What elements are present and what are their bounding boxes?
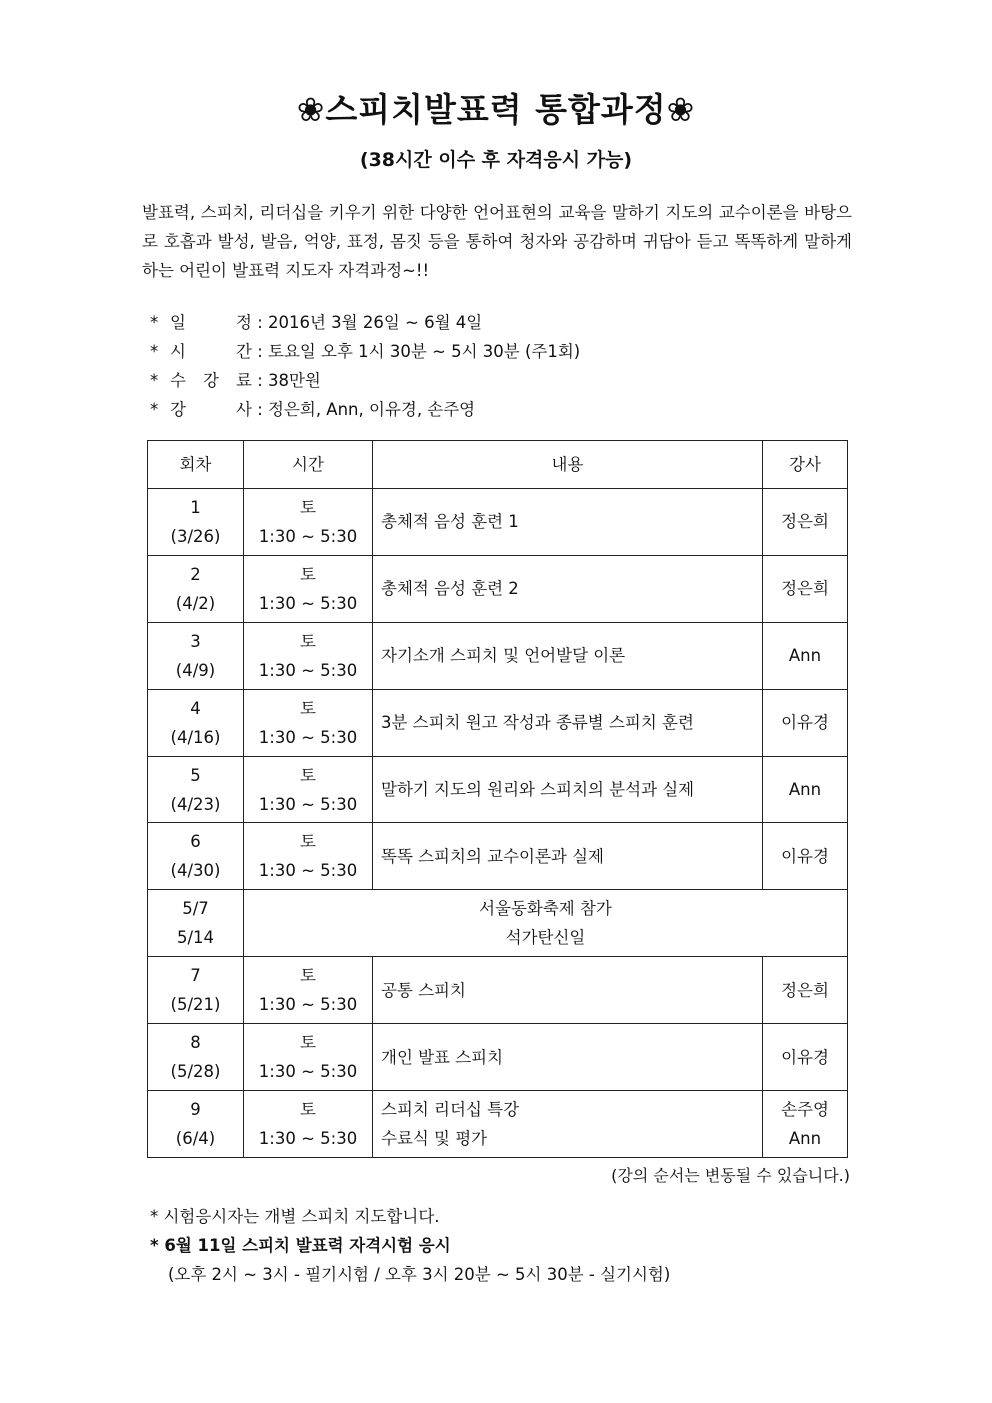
time-cell	[244, 555, 373, 622]
session-content: 스피치 리더십 특강	[381, 1100, 520, 1119]
session-day: 토	[300, 631, 316, 651]
info-label	[170, 337, 252, 366]
session-content: 똑똑 스피치의 교수이론과 실제	[381, 846, 604, 866]
session-cell	[148, 957, 244, 1024]
bullet-star: *	[150, 313, 159, 332]
session-cell	[148, 756, 244, 823]
table-row	[148, 689, 848, 756]
teacher-cell	[763, 1024, 848, 1091]
info-label	[170, 366, 252, 395]
info-row	[150, 308, 580, 337]
teacher-cell	[763, 1091, 848, 1158]
session-teacher: 이유경	[781, 713, 829, 733]
content-cell	[373, 622, 763, 689]
info-label-char: 정	[236, 313, 252, 332]
break-event-1: 서울동화축제 참가	[479, 899, 612, 919]
table-header-row	[148, 441, 848, 489]
session-date: (5/28)	[170, 1062, 221, 1082]
time-cell	[244, 756, 373, 823]
teacher-cell	[763, 489, 848, 556]
session-content: 개인 발표 스피치	[381, 1047, 504, 1067]
table-row	[148, 957, 848, 1024]
session-day: 토	[300, 966, 316, 986]
session-time: 1:30 ~ 5:30	[258, 794, 358, 814]
session-teacher: Ann	[788, 646, 822, 666]
session-teacher-2: Ann	[788, 1129, 822, 1148]
info-colon: :	[257, 313, 263, 332]
info-label-char: 강	[170, 400, 186, 419]
teacher-cell	[763, 555, 848, 622]
info-label-char: 료	[236, 371, 252, 390]
session-cell	[148, 823, 244, 890]
bullet-star: *	[150, 371, 159, 390]
session-time: 1:30 ~ 5:30	[258, 1062, 358, 1082]
session-content: 자기소개 스피치 및 언어발달 이론	[381, 646, 626, 666]
info-colon: :	[257, 342, 263, 361]
session-date: (4/23)	[170, 794, 221, 814]
session-teacher: 손주영	[781, 1100, 829, 1119]
session-date: (4/2)	[175, 593, 216, 613]
course-info	[150, 308, 580, 424]
session-day: 토	[300, 698, 316, 718]
session-number: 5	[190, 765, 201, 785]
info-label-char: 간	[236, 342, 252, 361]
session-number: 9	[190, 1100, 201, 1119]
footer-line-1: * 시험응시자는 개별 스피치 지도합니다.	[150, 1207, 440, 1226]
session-day: 토	[300, 564, 316, 584]
session-content-2: 수료식 및 평가	[381, 1129, 488, 1148]
session-date: (4/9)	[175, 660, 216, 680]
schedule-table	[147, 440, 848, 1158]
session-teacher: Ann	[788, 780, 822, 799]
info-label	[170, 308, 252, 337]
session-number: 1	[190, 497, 201, 517]
info-label-char: 시	[170, 342, 186, 361]
break-row	[148, 890, 848, 957]
info-colon: :	[257, 400, 263, 419]
session-day: 토	[300, 1100, 316, 1119]
content-cell	[373, 823, 763, 890]
session-number: 8	[190, 1033, 201, 1053]
header-session: 회차	[148, 441, 244, 489]
content-cell	[373, 555, 763, 622]
info-value: 38만원	[268, 371, 321, 390]
session-time: 1:30 ~ 5:30	[258, 660, 358, 680]
break-date-1: 5/7	[182, 899, 209, 919]
time-cell	[244, 689, 373, 756]
content-cell	[373, 489, 763, 556]
info-value: 토요일 오후 1시 30분 ~ 5시 30분 (주1회)	[268, 342, 581, 361]
break-date-2: 5/14	[176, 928, 215, 948]
table-row	[148, 756, 848, 823]
session-time: 1:30 ~ 5:30	[258, 526, 358, 546]
session-time: 1:30 ~ 5:30	[258, 995, 358, 1015]
content-cell	[373, 1024, 763, 1091]
session-day: 토	[300, 497, 316, 517]
info-row	[150, 337, 580, 366]
session-time: 1:30 ~ 5:30	[258, 593, 358, 613]
info-label-char: 강	[203, 371, 219, 390]
break-dates-cell	[148, 890, 244, 957]
session-date: (5/21)	[170, 995, 221, 1015]
session-day: 토	[300, 1033, 316, 1053]
session-day: 토	[300, 765, 316, 785]
session-date: (4/30)	[170, 861, 221, 881]
bullet-star: *	[150, 400, 159, 419]
session-cell	[148, 555, 244, 622]
session-number: 4	[190, 698, 201, 718]
time-cell	[244, 1091, 373, 1158]
intro-paragraph: 발표력, 스피치, 리더십을 키우기 위한 다양한 언어표현의 교육을 말하기 지도의 교수이론을 바탕으로 호흡과 발성, 발음, 억양, 표정, 몸짓 등을 통하여 청자와 공감하며 귀담아 듣고 똑똑하게 말하게 하는 어린이 발표력 지도자 자격과정~!!	[142, 203, 852, 280]
session-content: 말하기 지도의 원리와 스피치의 분석과 실제	[381, 780, 695, 799]
bullet-star: *	[150, 342, 159, 361]
table-row	[148, 555, 848, 622]
session-teacher: 정은희	[781, 579, 829, 599]
header-content: 내용	[373, 441, 763, 489]
time-cell	[244, 957, 373, 1024]
content-cell	[373, 756, 763, 823]
info-label-char: 일	[170, 313, 186, 332]
session-teacher: 정은희	[781, 512, 829, 532]
footer-line-2: * 6월 11일 스피치 발표력 자격시험 응시	[150, 1236, 451, 1255]
content-cell	[373, 957, 763, 1024]
info-row	[150, 395, 580, 424]
order-change-note: (강의 순서는 변동될 수 있습니다.)	[611, 1166, 850, 1185]
time-cell	[244, 622, 373, 689]
session-time: 1:30 ~ 5:30	[258, 1129, 358, 1148]
time-cell	[244, 489, 373, 556]
header-time: 시간	[244, 441, 373, 489]
table-row	[148, 1091, 848, 1158]
break-events-cell	[244, 890, 848, 957]
footer-line-3: (오후 2시 ~ 3시 - 필기시험 / 오후 3시 20분 ~ 5시 30분 - 실기시험)	[168, 1265, 671, 1284]
teacher-cell	[763, 957, 848, 1024]
table-row	[148, 489, 848, 556]
session-content: 공통 스피치	[381, 980, 466, 1000]
break-event-2: 석가탄신일	[505, 928, 586, 948]
info-label-char: 수	[170, 371, 186, 390]
session-teacher: 이유경	[781, 1047, 829, 1067]
session-teacher: 이유경	[781, 846, 829, 866]
footer-notes	[150, 1202, 670, 1289]
session-cell	[148, 1091, 244, 1158]
teacher-cell	[763, 823, 848, 890]
page-subtitle: (38시간 이수 후 자격응시 가능)	[359, 149, 633, 171]
info-value: 정은희, Ann, 이유경, 손주영	[268, 400, 476, 419]
session-number: 3	[190, 631, 201, 651]
table-row	[148, 622, 848, 689]
session-cell	[148, 1024, 244, 1091]
info-label-char: 사	[236, 400, 252, 419]
session-date: (3/26)	[170, 526, 221, 546]
session-cell	[148, 622, 244, 689]
page-title: ❀스피치발표력 통합과정❀	[296, 90, 696, 129]
content-cell	[373, 689, 763, 756]
session-content: 3분 스피치 원고 작성과 종류별 스피치 훈련	[381, 713, 694, 733]
session-date: (4/16)	[170, 727, 221, 747]
teacher-cell	[763, 622, 848, 689]
session-time: 1:30 ~ 5:30	[258, 727, 358, 747]
session-number: 2	[190, 564, 201, 584]
session-teacher: 정은희	[781, 980, 829, 1000]
session-content: 총체적 음성 훈련 1	[381, 512, 519, 532]
session-content: 총체적 음성 훈련 2	[381, 579, 519, 599]
header-teacher: 강사	[763, 441, 848, 489]
teacher-cell	[763, 689, 848, 756]
info-row	[150, 366, 580, 395]
info-label	[170, 395, 252, 424]
table-row	[148, 1024, 848, 1091]
session-number: 7	[190, 966, 201, 986]
info-value: 2016년 3월 26일 ~ 6월 4일	[268, 313, 483, 332]
time-cell	[244, 1024, 373, 1091]
table-row	[148, 823, 848, 890]
session-number: 6	[190, 832, 201, 852]
session-cell	[148, 689, 244, 756]
time-cell	[244, 823, 373, 890]
session-cell	[148, 489, 244, 556]
session-date: (6/4)	[175, 1129, 216, 1148]
session-time: 1:30 ~ 5:30	[258, 861, 358, 881]
content-cell	[373, 1091, 763, 1158]
session-day: 토	[300, 832, 316, 852]
info-colon: :	[257, 371, 263, 390]
teacher-cell	[763, 756, 848, 823]
